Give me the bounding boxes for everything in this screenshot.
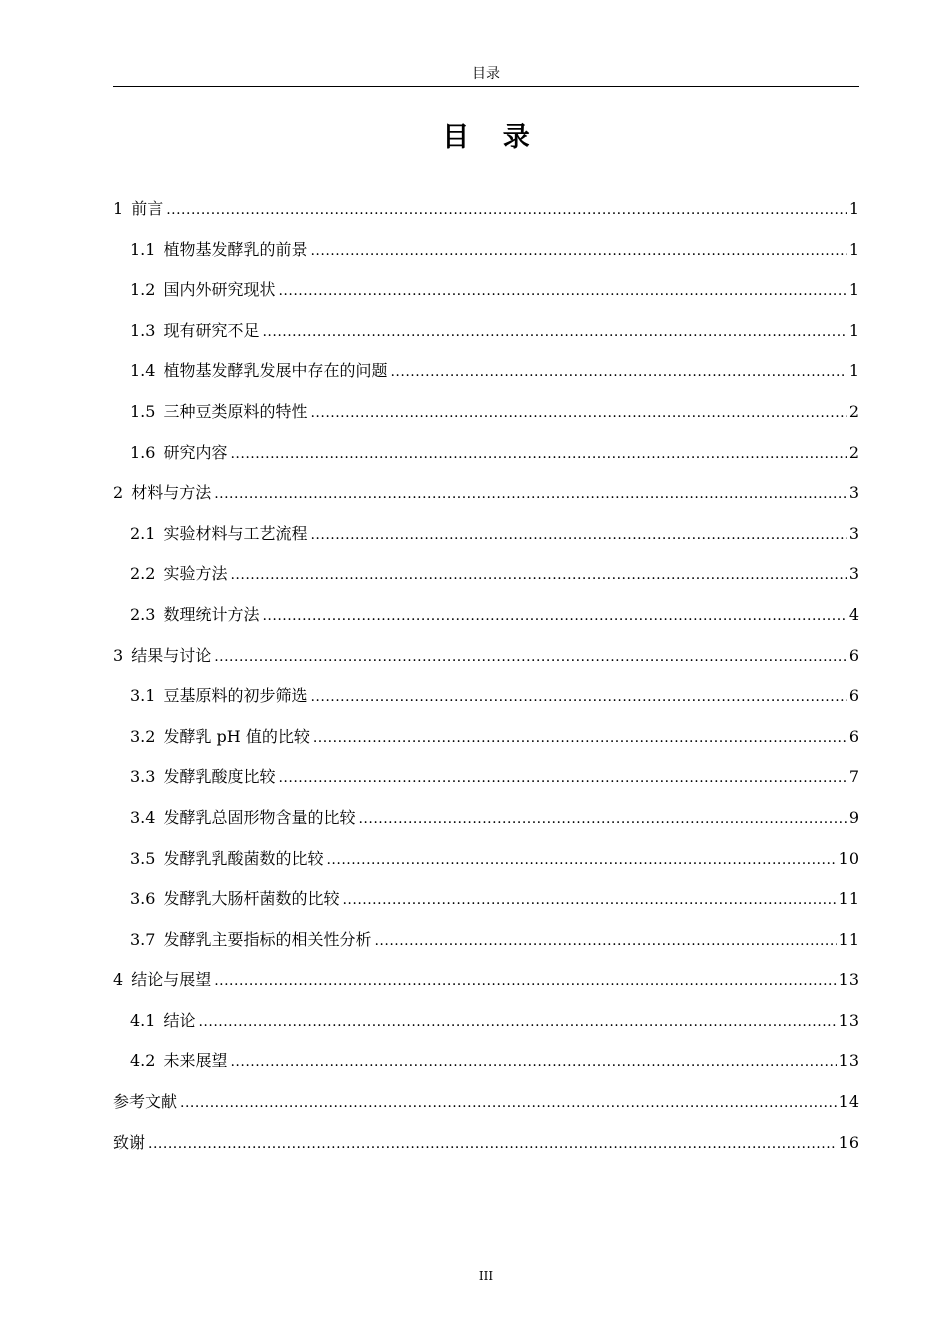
toc-entry[interactable] xyxy=(113,682,859,723)
toc-dot-leader xyxy=(310,237,846,265)
toc-entry-title: 发酵乳 pH 值的比较 xyxy=(163,726,310,746)
toc-entry-number: 3 xyxy=(113,645,124,665)
toc-entry-page: 3 xyxy=(848,483,859,503)
toc-entry-page: 13 xyxy=(838,1010,859,1030)
toc-entry-number: 2.2 xyxy=(130,564,156,584)
toc-entry[interactable] xyxy=(113,439,859,480)
toc-entry-page: 10 xyxy=(838,848,859,868)
toc-entry-page: 13 xyxy=(838,1051,859,1071)
toc-dot-leader xyxy=(278,277,846,305)
toc-entry-number: 2.3 xyxy=(130,604,156,624)
toc-dot-leader xyxy=(326,846,836,874)
toc-entry-page: 6 xyxy=(848,686,859,706)
toc-dot-leader xyxy=(262,318,846,346)
page-number: III xyxy=(478,1269,494,1283)
toc-entry-page: 1 xyxy=(848,320,859,340)
toc-entry-page: 6 xyxy=(848,726,859,746)
toc-entry-number: 3.3 xyxy=(130,767,156,787)
toc-entry-page: 11 xyxy=(838,929,859,949)
toc-dot-leader xyxy=(166,196,847,224)
toc-entry-title: 豆基原料的初步筛选 xyxy=(163,686,308,706)
toc-entry[interactable] xyxy=(113,1007,859,1048)
toc-entry-page: 2 xyxy=(848,442,859,462)
toc-entry[interactable] xyxy=(113,236,859,277)
toc-entry[interactable] xyxy=(113,276,859,317)
toc-dot-leader xyxy=(214,643,847,671)
toc-dot-leader xyxy=(342,886,836,914)
toc-entry-number: 4 xyxy=(113,970,124,990)
toc-dot-leader xyxy=(230,1048,836,1076)
toc-entry-page: 1 xyxy=(848,199,859,218)
toc-entry[interactable] xyxy=(113,520,859,561)
toc-entry-page: 9 xyxy=(848,807,859,827)
toc-entry-number: 1.5 xyxy=(130,401,156,421)
toc-entry-page: 6 xyxy=(848,645,859,665)
toc-dot-leader xyxy=(148,1130,837,1158)
toc-entry-title: 发酵乳主要指标的相关性分析 xyxy=(163,929,372,949)
toc-entry-title: 材料与方法 xyxy=(131,483,212,503)
toc-entry-number: 1.3 xyxy=(130,320,156,340)
toc-entry-title: 参考文献 xyxy=(113,1092,178,1112)
toc-entry-title: 结论与展望 xyxy=(131,970,212,990)
toc-entry[interactable] xyxy=(113,966,859,1007)
toc-entry-title: 研究内容 xyxy=(163,442,228,462)
toc-entry[interactable] xyxy=(113,357,859,398)
toc-entry[interactable] xyxy=(113,885,859,926)
toc-entry-page: 3 xyxy=(848,523,859,543)
toc-entry[interactable] xyxy=(113,763,859,804)
toc-entry-number: 4.2 xyxy=(130,1051,156,1071)
toc-entry-page: 11 xyxy=(838,889,859,909)
toc-entry-title: 三种豆类原料的特性 xyxy=(163,401,308,421)
toc-entry-title: 未来展望 xyxy=(163,1051,228,1071)
toc-dot-leader xyxy=(313,724,847,752)
toc-entry[interactable] xyxy=(113,926,859,967)
toc-entry-number: 1.2 xyxy=(130,280,156,300)
toc-dot-leader xyxy=(262,602,846,630)
toc-entry[interactable] xyxy=(113,1129,859,1170)
toc-dot-leader xyxy=(390,358,846,386)
toc-entry-page: 14 xyxy=(838,1092,859,1112)
toc-entry[interactable] xyxy=(113,195,859,236)
toc-entry-title: 发酵乳大肠杆菌数的比较 xyxy=(163,889,340,909)
toc-dot-leader xyxy=(310,399,846,427)
toc-entry-number: 3.7 xyxy=(130,929,156,949)
toc-dot-leader xyxy=(180,1089,837,1117)
toc-dot-leader xyxy=(310,683,846,711)
toc-entry-number: 1 xyxy=(113,199,124,218)
toc-entry-number: 4.1 xyxy=(130,1010,156,1030)
toc-entry[interactable] xyxy=(113,642,859,683)
toc-entry-title: 结论 xyxy=(163,1010,196,1030)
toc-dot-leader xyxy=(214,967,836,995)
toc-dot-leader xyxy=(358,805,846,833)
running-header: 目录 xyxy=(472,66,500,82)
toc-entry[interactable] xyxy=(113,601,859,642)
toc-entry-page: 1 xyxy=(848,361,859,381)
toc-entry-page: 1 xyxy=(848,239,859,259)
toc-entry-number: 3.4 xyxy=(130,807,156,827)
toc-entry-title: 实验材料与工艺流程 xyxy=(163,523,308,543)
toc-dot-leader xyxy=(214,480,847,508)
toc-entry-title: 植物基发酵乳的前景 xyxy=(163,239,308,259)
toc-entry-number: 2.1 xyxy=(130,523,156,543)
toc-entry[interactable] xyxy=(113,398,859,439)
toc-entry-title: 致谢 xyxy=(113,1132,146,1152)
toc-dot-leader xyxy=(198,1008,836,1036)
toc-entry-number: 1.1 xyxy=(130,239,156,259)
toc-entry[interactable] xyxy=(113,560,859,601)
toc-dot-leader xyxy=(278,764,846,792)
toc-entry[interactable] xyxy=(113,804,859,845)
toc-entry-page: 2 xyxy=(848,401,859,421)
toc-entry-page: 13 xyxy=(838,970,859,990)
toc-entry-number: 3.2 xyxy=(130,726,156,746)
toc-entry[interactable] xyxy=(113,723,859,764)
toc-entry-page: 1 xyxy=(848,280,859,300)
toc-dot-leader xyxy=(230,561,846,589)
toc-entry-page: 3 xyxy=(848,564,859,584)
toc-entry-number: 1.6 xyxy=(130,442,156,462)
toc-entry-page: 16 xyxy=(838,1132,859,1152)
toc-entry-title: 发酵乳总固形物含量的比较 xyxy=(163,807,356,827)
toc-entry-title: 结果与讨论 xyxy=(131,645,212,665)
toc-entry-number: 3.5 xyxy=(130,848,156,868)
header-rule xyxy=(113,86,859,87)
toc-entry-title: 前言 xyxy=(131,199,164,218)
toc-entry-number: 3.1 xyxy=(130,686,156,706)
toc-entry-title: 实验方法 xyxy=(163,564,228,584)
toc-entry-title: 国内外研究现状 xyxy=(163,280,276,300)
toc-entry-title: 现有研究不足 xyxy=(163,320,260,340)
toc-entry-page: 7 xyxy=(848,767,859,787)
toc-entry-number: 2 xyxy=(113,483,124,503)
toc-entry-title: 数理统计方法 xyxy=(163,604,260,624)
table-of-contents xyxy=(113,195,859,1169)
toc-entry-title: 发酵乳酸度比较 xyxy=(163,767,276,787)
toc-entry-title: 发酵乳乳酸菌数的比较 xyxy=(163,848,324,868)
toc-entry[interactable] xyxy=(113,1088,859,1129)
toc-entry-page: 4 xyxy=(848,604,859,624)
toc-dot-leader xyxy=(230,440,846,468)
toc-dot-leader xyxy=(310,521,846,549)
toc-entry[interactable] xyxy=(113,317,859,358)
toc-entry[interactable] xyxy=(113,845,859,886)
toc-entry-title: 植物基发酵乳发展中存在的问题 xyxy=(163,361,388,381)
page-title: 目 录 xyxy=(442,122,542,153)
toc-entry[interactable] xyxy=(113,479,859,520)
toc-entry-number: 3.6 xyxy=(130,889,156,909)
toc-entry[interactable] xyxy=(113,1047,859,1088)
toc-dot-leader xyxy=(374,927,836,955)
toc-entry-number: 1.4 xyxy=(130,361,156,381)
